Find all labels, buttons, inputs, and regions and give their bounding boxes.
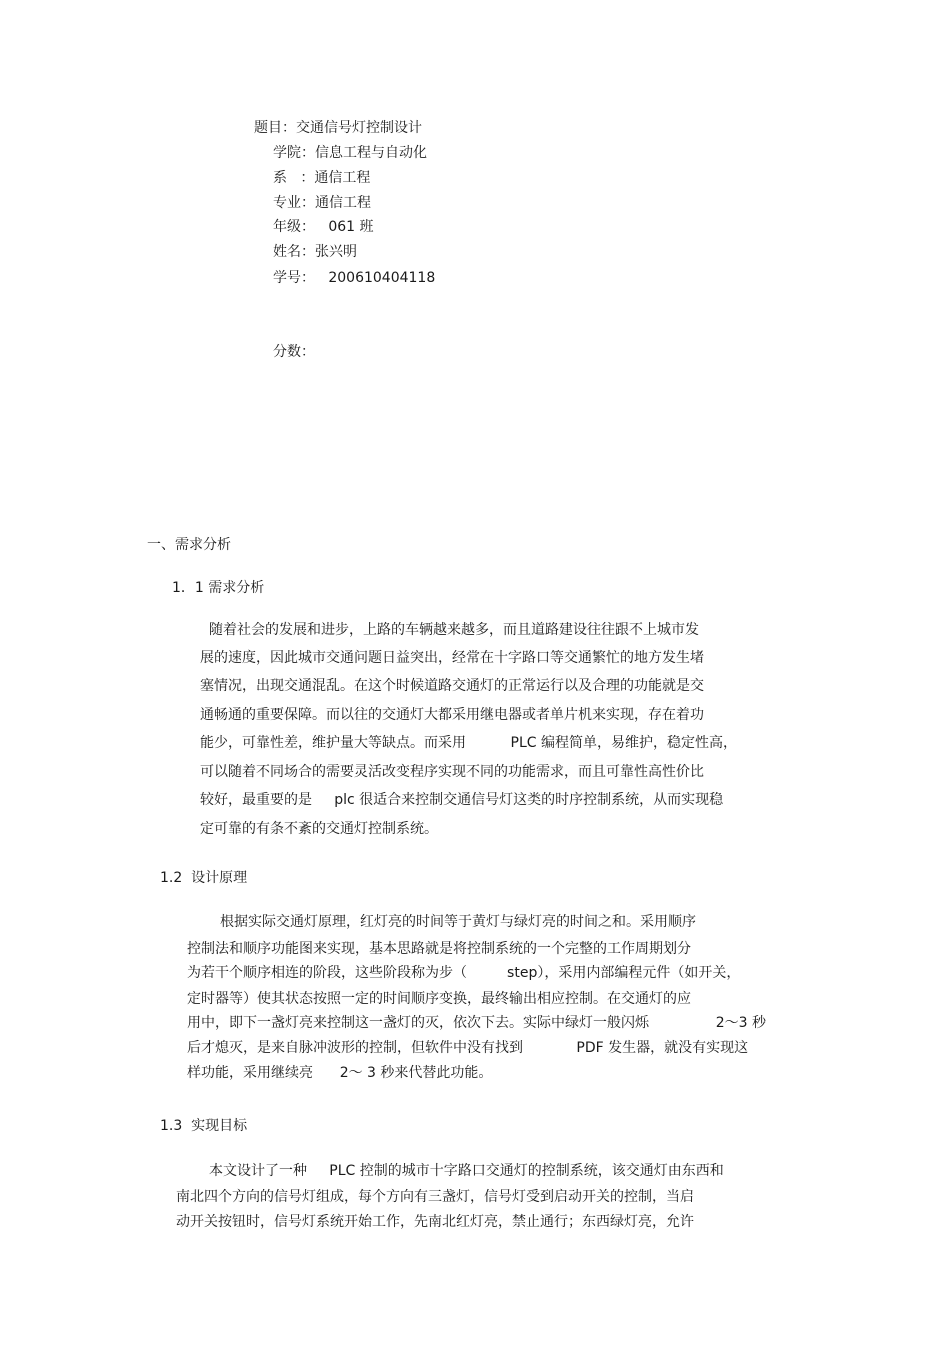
- paragraph-line: 用中，即下一盏灯亮来控制这一盏灯的灭，依次下去。实际中绿灯一般闪烁 2～3 秒: [187, 1015, 767, 1031]
- cover-grade: 年级： 061 班: [273, 219, 374, 235]
- paragraph-line: 样功能，采用继续亮 2～ 3 秒来代替此功能。: [187, 1065, 493, 1081]
- cover-major: 专业：通信工程: [273, 195, 371, 211]
- paragraph-line: 通畅通的重要保障。而以往的交通灯大都采用继电器或者单片机来实现，存在着功: [200, 707, 704, 723]
- cover-title: 题目：交通信号灯控制设计: [254, 120, 422, 136]
- cover-name: 姓名：张兴明: [273, 244, 357, 260]
- cover-department: 系 ：通信工程: [273, 170, 371, 186]
- paragraph-line: 南北四个方向的信号灯组成，每个方向有三盏灯，信号灯受到启动开关的控制，当启: [176, 1189, 694, 1205]
- cover-score: 分数：: [273, 344, 315, 360]
- paragraph-line: 后才熄灭，是来自脉冲波形的控制，但软件中没有找到 PDF 发生器，就没有实现这: [187, 1040, 749, 1056]
- paragraph-line: 控制法和顺序功能图来实现，基本思路就是将控制系统的一个完整的工作周期划分: [187, 941, 691, 957]
- paragraph-line: 定时器等）使其状态按照一定的时间顺序变换，最终输出相应控制。在交通灯的应: [187, 991, 691, 1007]
- subsection-heading-1-1: 1．1 需求分析: [172, 580, 265, 596]
- subsection-heading-1-3: 1.3 实现目标: [160, 1118, 248, 1134]
- paragraph-line: 动开关按钮时，信号灯系统开始工作，先南北红灯亮，禁止通行；东西绿灯亮，允许: [176, 1214, 694, 1230]
- paragraph-line: 能少，可靠性差，维护量大等缺点。而采用 PLC 编程简单，易维护，稳定性高，: [200, 735, 737, 751]
- paragraph-line: 本文设计了一种 PLC 控制的城市十字路口交通灯的控制系统，该交通灯由东西和: [209, 1163, 724, 1179]
- section-heading: 一、需求分析: [147, 537, 231, 553]
- cover-student-id: 学号： 200610404118: [273, 270, 436, 286]
- paragraph-line: 可以随着不同场合的需要灵活改变程序实现不同的功能需求，而且可靠性高性价比: [200, 764, 704, 780]
- paragraph-line: 为若干个顺序相连的阶段，这些阶段称为步（ step），采用内部编程元件（如开关，: [187, 965, 741, 981]
- paragraph-line: 展的速度，因此城市交通问题日益突出，经常在十字路口等交通繁忙的地方发生堵: [200, 650, 704, 666]
- paragraph-line: 随着社会的发展和进步，上路的车辆越来越多，而且道路建设往往跟不上城市发: [209, 622, 699, 638]
- paragraph-line: 根据实际交通灯原理，红灯亮的时间等于黄灯与绿灯亮的时间之和。采用顺序: [220, 914, 696, 930]
- cover-college: 学院：信息工程与自动化: [273, 145, 427, 161]
- subsection-heading-1-2: 1.2 设计原理: [160, 870, 248, 886]
- paragraph-line: 较好，最重要的是 plc 很适合来控制交通信号灯这类的时序控制系统，从而实现稳: [200, 792, 724, 808]
- paragraph-line: 定可靠的有条不紊的交通灯控制系统。: [200, 821, 438, 837]
- paragraph-line: 塞情况，出现交通混乱。在这个时候道路交通灯的正常运行以及合理的功能就是交: [200, 678, 704, 694]
